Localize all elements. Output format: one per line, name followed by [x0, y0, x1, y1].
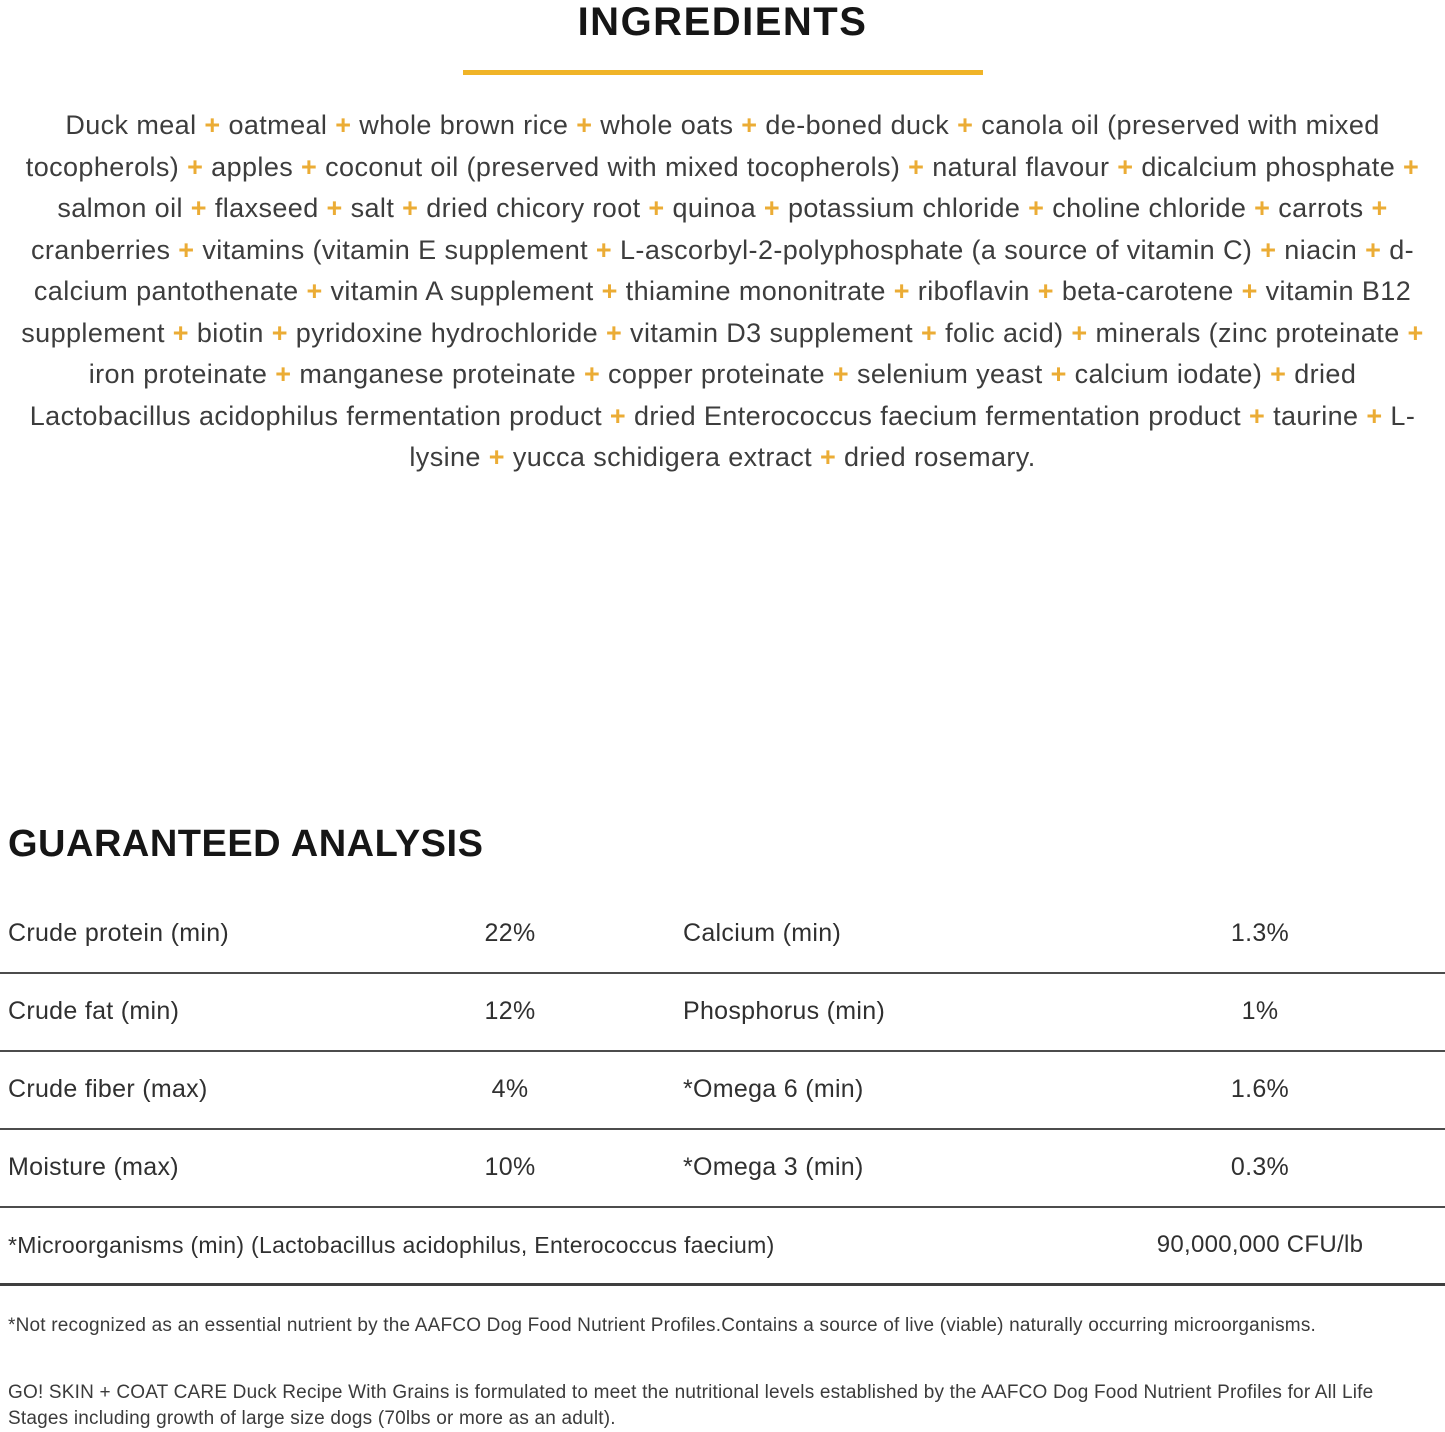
- ingredient-item: choline chloride: [1052, 193, 1247, 223]
- plus-separator-icon: +: [196, 110, 229, 140]
- ingredient-item: beta-carotene: [1061, 276, 1234, 306]
- nutrient-value: 4%: [491, 1075, 529, 1103]
- plus-separator-icon: +: [1241, 400, 1274, 431]
- nutrient-label: Phosphorus (min): [683, 997, 886, 1025]
- plus-separator-icon: +: [1233, 276, 1266, 306]
- ingredient-item: Duck meal: [65, 110, 197, 140]
- plus-separator-icon: +: [588, 234, 621, 265]
- ingredient-item: thiamine mononitrate: [625, 276, 886, 306]
- ingredient-item: dried chicory root: [426, 193, 641, 223]
- ingredient-item: vitamin D3 supplement: [630, 317, 914, 348]
- plus-separator-icon: +: [318, 193, 351, 223]
- plus-separator-icon: +: [755, 193, 788, 223]
- plus-separator-icon: +: [327, 110, 360, 140]
- plus-separator-icon: +: [298, 276, 331, 306]
- ingredient-item: apples: [211, 151, 294, 182]
- ingredient-item: riboflavin: [917, 276, 1030, 306]
- ingredient-item: de-boned duck: [765, 110, 950, 140]
- plus-separator-icon: +: [293, 151, 326, 182]
- guaranteed-analysis-title: GUARANTEED ANALYSIS: [8, 822, 484, 865]
- plus-separator-icon: +: [913, 317, 946, 348]
- ingredient-item: yucca schidigera extract: [512, 442, 813, 472]
- ingredient-item: iron proteinate: [88, 359, 268, 389]
- ingredient-item: oatmeal: [228, 110, 328, 140]
- ingredient-item: canola oil (preserved with mixed tocopherols): [25, 110, 1380, 182]
- guaranteed-analysis-table: [0, 896, 1445, 1286]
- plus-separator-icon: +: [885, 276, 918, 306]
- analysis-row: [0, 1052, 1445, 1130]
- nutrient-value: 0.3%: [1230, 1153, 1290, 1181]
- nutrient-label: Crude fiber (max): [8, 1075, 208, 1103]
- ingredient-item: L-ascorbyl-2-polyphosphate (a source of vitamin C): [620, 234, 1253, 265]
- plus-separator-icon: +: [164, 317, 197, 348]
- ingredient-item: dried Lactobacillus acidophilus fermentation product: [29, 359, 1357, 431]
- plus-separator-icon: +: [1029, 276, 1062, 306]
- nutrient-value: 1%: [1241, 997, 1279, 1025]
- ingredient-item: pyridoxine hydrochloride: [295, 317, 599, 348]
- ingredient-item: folic acid): [945, 317, 1064, 348]
- ingredient-item: biotin: [196, 317, 264, 348]
- ingredient-item: vitamin B12 supplement: [21, 276, 1412, 348]
- plus-separator-icon: +: [733, 110, 766, 140]
- plus-separator-icon: +: [267, 359, 300, 389]
- formulation-footnote: GO! SKIN + COAT CARE Duck Recipe With Grains is formulated to meet the nutritional levels established by the AAFCO Dog Food Nutrient Profiles for All Life Stages including growth of large size dogs (70lbs or more as an adult).: [8, 1381, 1374, 1429]
- plus-separator-icon: +: [263, 317, 296, 348]
- ingredient-item: quinoa: [672, 193, 756, 223]
- analysis-row: [0, 1130, 1445, 1208]
- microorganisms-label: *Microorganisms (min) (Lactobacillus acidophilus, Enterococcus faecium): [8, 1231, 775, 1258]
- ingredient-item: natural flavour: [932, 151, 1110, 182]
- nutrient-label: Crude fat (min): [8, 997, 180, 1025]
- plus-separator-icon: +: [602, 400, 634, 431]
- plus-separator-icon: +: [1262, 359, 1295, 389]
- nutrient-value: 1.6%: [1230, 1075, 1290, 1103]
- ingredient-item: dried rosemary.: [844, 442, 1036, 472]
- plus-separator-icon: +: [170, 234, 203, 265]
- plus-separator-icon: +: [640, 193, 673, 223]
- plus-separator-icon: +: [1252, 234, 1285, 265]
- ingredient-item: coconut oil (preserved with mixed tocopherols): [325, 151, 901, 182]
- plus-separator-icon: +: [576, 359, 609, 389]
- plus-separator-icon: +: [1042, 359, 1075, 389]
- plus-separator-icon: +: [1395, 151, 1420, 182]
- plus-separator-icon: +: [949, 110, 982, 140]
- ingredient-item: cranberries: [30, 234, 171, 265]
- plus-separator-icon: +: [1363, 193, 1388, 223]
- nutrient-value: 10%: [484, 1153, 536, 1181]
- plus-separator-icon: +: [394, 193, 427, 223]
- ingredient-item: calcium iodate): [1074, 359, 1263, 389]
- plus-separator-icon: +: [900, 151, 933, 182]
- nutrient-value: 1.3%: [1230, 919, 1290, 947]
- ingredient-item: selenium yeast: [856, 359, 1043, 389]
- nutrient-label: Crude protein (min): [8, 919, 230, 947]
- plus-separator-icon: +: [182, 193, 215, 223]
- plus-separator-icon: +: [812, 442, 845, 472]
- plus-separator-icon: +: [1358, 400, 1391, 431]
- plus-separator-icon: +: [1246, 193, 1279, 223]
- plus-separator-icon: +: [598, 317, 631, 348]
- nutrient-label: Calcium (min): [683, 919, 842, 947]
- plus-separator-icon: +: [480, 442, 513, 472]
- plus-separator-icon: +: [1020, 193, 1053, 223]
- ingredient-item: dried Enterococcus faecium fermentation product: [633, 400, 1242, 431]
- ingredient-item: salmon oil: [57, 193, 183, 223]
- aafco-footnote: *Not recognized as an essential nutrient by the AAFCO Dog Food Nutrient Profiles.Contains a source of live (viable) naturally occurring microorganisms.: [8, 1314, 1317, 1336]
- plus-separator-icon: +: [1357, 234, 1390, 265]
- ingredient-item: taurine: [1273, 400, 1359, 431]
- plus-separator-icon: +: [179, 151, 212, 182]
- ingredient-item: salt: [350, 193, 395, 223]
- nutrient-label: Moisture (max): [8, 1153, 179, 1181]
- plus-separator-icon: +: [1399, 317, 1424, 348]
- ingredient-item: carrots: [1278, 193, 1364, 223]
- ingredients-title: INGREDIENTS: [577, 0, 868, 44]
- plus-separator-icon: +: [824, 359, 857, 389]
- ingredient-item: manganese proteinate: [299, 359, 577, 389]
- ingredient-item: flaxseed: [214, 193, 319, 223]
- ingredient-item: L-lysine: [409, 400, 1416, 472]
- analysis-wide-row: [0, 1208, 1445, 1286]
- plus-separator-icon: +: [593, 276, 626, 306]
- title-underline-rule: [463, 70, 983, 75]
- ingredient-item: d-calcium pantothenate: [33, 234, 1415, 306]
- ingredient-item: whole oats: [600, 110, 734, 140]
- nutrient-value: 12%: [484, 997, 536, 1025]
- ingredient-item: dicalcium phosphate: [1141, 151, 1396, 182]
- ingredient-item: copper proteinate: [608, 359, 825, 389]
- ingredient-item: niacin: [1284, 234, 1358, 265]
- plus-separator-icon: +: [1063, 317, 1096, 348]
- analysis-row: [0, 974, 1445, 1052]
- plus-separator-icon: +: [1109, 151, 1142, 182]
- nutrient-value: 22%: [484, 919, 536, 947]
- nutrient-label: *Omega 6 (min): [683, 1075, 864, 1103]
- analysis-row: [0, 896, 1445, 974]
- ingredient-item: whole brown rice: [359, 110, 569, 140]
- ingredient-item: potassium chloride: [787, 193, 1021, 223]
- plus-separator-icon: +: [568, 110, 601, 140]
- microorganisms-value: 90,000,000 CFU/lb: [1156, 1231, 1364, 1258]
- nutrient-label: *Omega 3 (min): [683, 1153, 864, 1181]
- ingredient-item: minerals (zinc proteinate: [1095, 317, 1400, 348]
- ingredient-item: vitamin A supplement: [330, 276, 594, 306]
- ingredient-item: vitamins (vitamin E supplement: [202, 234, 589, 265]
- ingredients-paragraph: [0, 105, 1445, 479]
